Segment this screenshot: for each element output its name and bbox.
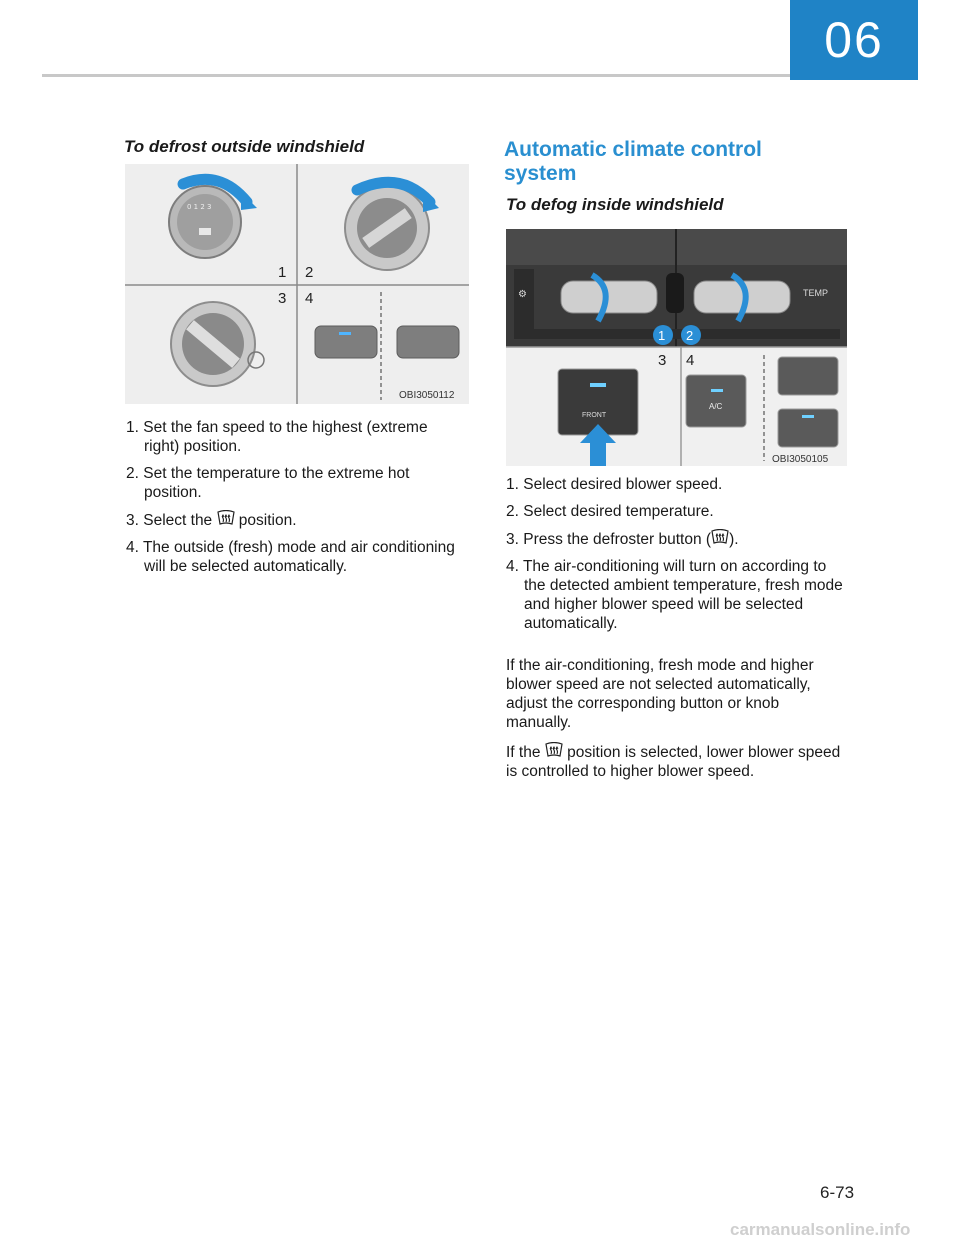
right-step-2: 2. Select desired temperature. [506,503,714,520]
defrost-icon [711,529,729,546]
watermark [730,1218,955,1240]
left-step-4: 4. The outside (fresh) mode and air conditioning will be selected automatically. [126,539,455,575]
right-subheading: To defog inside windshield [506,195,724,214]
blower-speed-paragraph: If the position is selected, lower blower speed is controlled to higher blower speed. [506,744,841,780]
chapter-tab: 06 [790,0,918,80]
left-step-3: 3. Select the position. [126,512,297,529]
fig1-label-4: 4 [305,290,314,307]
fig1-label-1: 1 [278,264,287,281]
left-steps [126,418,456,584]
header-rule [42,74,790,77]
right-step-3: 3. Press the defroster button ( ). [506,531,739,548]
left-step-2: 2. Set the temperature to the extreme hot position. [126,465,410,501]
fig2-label-1: 1 [658,328,666,343]
fig2-ac-label: A/C [709,402,723,411]
manual-adjust-paragraph: If the air-conditioning, fresh mode and higher blower speed are not selected automatically, adjust the corresponding button or knob manually. [506,657,814,731]
fig2-label-3: 3 [658,352,667,369]
section-title: Automatic climate control system [504,138,762,185]
svg-text:0 1 2 3: 0 1 2 3 [187,203,212,211]
fig2-label-2: 2 [686,328,694,343]
fig1-label-2: 2 [305,264,314,281]
defrost-icon [217,510,235,527]
right-steps [506,475,846,641]
defrost-knobs-figure [125,164,469,404]
climate-panel-figure [506,229,847,466]
left-step-1: 1. Set the fan speed to the highest (extreme right) position. [126,419,428,455]
left-subheading: To defrost outside windshield [124,137,365,156]
fig2-front-label: FRONT [582,412,607,419]
fig2-code: OBI3050105 [772,454,829,465]
fig1-code: OBI3050112 [399,390,455,401]
fig2-temp-label: TEMP [803,288,829,298]
defrost-icon [545,742,563,759]
right-step-4: 4. The air-conditioning will turn on according to the detected ambient temperature, fresh mode and higher blower speed will be selected automatically. [506,558,843,632]
watermark-text: carmanualsonline.info [730,1220,911,1239]
right-step-1: 1. Select desired blower speed. [506,476,723,493]
page-number: 6-73 [820,1183,855,1202]
fig1-label-3: 3 [278,290,287,307]
fig2-label-4: 4 [686,352,695,369]
svg-text:⚙: ⚙ [518,289,527,300]
